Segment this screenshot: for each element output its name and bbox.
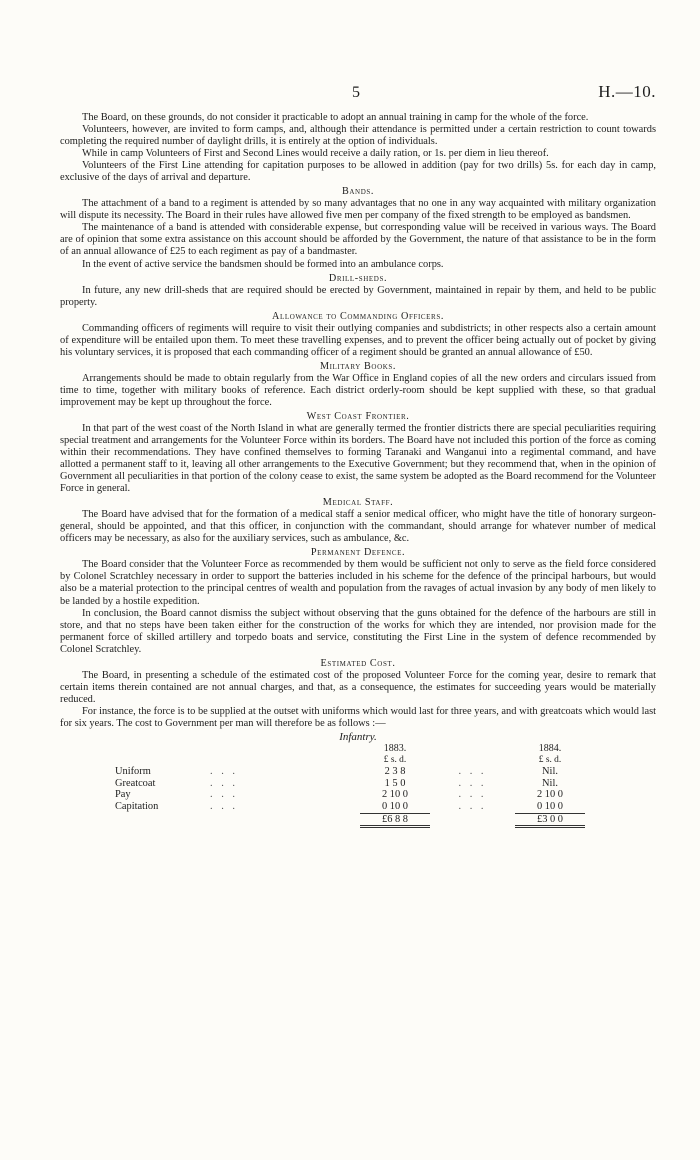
year-header-row <box>115 743 585 755</box>
table-row <box>115 789 585 801</box>
value-1883: 2 10 0 <box>382 789 408 801</box>
row-label: Capitation <box>115 801 159 813</box>
leader-dots: . . . <box>210 777 238 789</box>
paragraph: In the event of active service the bandsmen should be formed into an ambulance corps. <box>82 258 444 270</box>
paragraph: The maintenance of a band is attended with considerable expense, but corresponding value will be received in various ways. The Board are of opinion that some extra assistance on this account should be afforded by the Government, the nature of that assistance to be in the form of an annual allowance of £25 to each regiment as pay of a bandmaster. <box>60 222 656 258</box>
unit-1883: £ s. d. <box>383 754 407 765</box>
paragraph: The attachment of a band to a regiment is attended by so many advantages that no one in any way acquainted with military organization will dispute its necessity. The Board in their rules have allowed five men per company of the fixed strength to be employed as bandsmen. <box>60 198 656 222</box>
cost-table-title: Infantry. <box>339 730 377 743</box>
total-row <box>115 813 585 827</box>
value-1883: 2 3 8 <box>384 766 406 778</box>
unit-1884: £ s. d. <box>538 754 562 765</box>
section-heading: Medical Staff. <box>322 497 394 509</box>
value-1883: 0 10 0 <box>382 800 408 812</box>
leader-dots: . . . <box>458 789 487 801</box>
paragraph: In that part of the west coast of the North Island in what are generally termed the frontier districts there are special peculiarities requiring special treatment and arrangements for the Volunteer Force within its borders. The Board have not included this portion of the force as coming within their recommendations. They have confined themselves to forming Taranaki and Wanganui into a regimental command, and have allotted a permanent staff to it, leaving all other arrangements to the Executive Government; but they recommend that, when in the opinion of Government all peculiarities in that portion of the colony cease to exist, the same system be adopted as the Board recommend for the Volunteer Force in general. <box>60 422 656 495</box>
value-1884: Nil. <box>542 766 558 778</box>
section-heading: Military Books. <box>319 360 397 372</box>
year-1883: 1883. <box>383 742 407 754</box>
leader-dots: . . . <box>458 766 487 778</box>
table-row <box>115 778 585 790</box>
page-header <box>60 0 656 112</box>
table-row <box>115 766 585 778</box>
leader-dots: . . . <box>458 777 487 789</box>
cost-table <box>115 743 585 828</box>
body-text <box>60 112 656 730</box>
paragraph: The Board have advised that for the formation of a medical staff a senior medical officer, who might have the title of honorary surgeon-general, should be appointed, and that this officer, in conjunction with the commandant, should arrange for whatever number of medical officers may be necessary, as also for the auxiliary services, such as ambulance, &c. <box>60 509 656 545</box>
paragraph: The Board, in presenting a schedule of the estimated cost of the proposed Volunteer Force for the coming year, desire to remark that certain items therein contained are not annual charges, and that, as a consequence, the estimates for succeeding years would be materially reduced. <box>60 669 656 705</box>
page-number: 5 <box>352 84 360 101</box>
value-1883: 1 5 0 <box>384 777 406 789</box>
leader-dots: . . . <box>210 801 238 813</box>
section-heading: West Coast Frontier. <box>306 410 410 422</box>
spacer <box>430 813 515 827</box>
section-heading: Estimated Cost. <box>320 657 396 669</box>
spacer <box>210 813 360 827</box>
section-heading: Drill-sheds. <box>328 272 388 284</box>
leader-dots: . . . <box>210 789 238 801</box>
paragraph: Arrangements should be made to obtain regularly from the War Office in England copies of all the new orders and circulars issued from time to time, together with military books of reference. Each district orderly-room should be kept supplied with these, so that gradual improvement may be kept up throughout the force. <box>60 372 656 408</box>
row-label: Uniform <box>115 766 151 778</box>
spacer <box>115 813 210 827</box>
value-1884: 0 10 0 <box>537 800 563 812</box>
leader-dots: . . . <box>458 801 487 813</box>
row-label: Pay <box>115 789 131 801</box>
year-1884: 1884. <box>538 742 562 754</box>
paragraph: In future, any new drill-sheds that are required should be erected by Government, maintained in repair by them, and held to be public property. <box>60 284 656 308</box>
paragraph: The Board consider that the Volunteer Force as recommended by them would be sufficient not only to serve as the field force considered by Colonel Scratchley necessary in order to support the batteries included in his scheme for the defence of the principal harbours, but would also be a material protection to the principal centres of wealth and population from the ravages of actual invasion by any body of men likely to be landed by a hostile expedition. <box>60 559 656 607</box>
document-reference: H.—10. <box>598 82 656 101</box>
section-heading: Bands. <box>341 186 374 198</box>
paragraph: While in camp Volunteers of First and Second Lines would receive a daily ration, or 1s. per diem in lieu thereof. <box>82 148 549 160</box>
section-heading: Allowance to Commanding Officers. <box>272 310 444 322</box>
paragraph: Commanding officers of regiments will require to visit their outlying companies and subdistricts; in other respects also a certain amount of expenditure will be entailed upon them. To meet these travelling expenses, and to prevent the officer being actually out of pocket by giving his voluntary services, it is proposed that each commanding officer of a regiment should be granted an annual allowance of £50. <box>60 322 656 358</box>
paragraph: The Board, on these grounds, do not consider it practicable to adopt an annual training in camp for the whole of the force. <box>82 112 589 123</box>
paragraph: Volunteers, however, are invited to form camps, and, although their attendance is permitted under a certain restriction to count towards completing the required number of daylight drills, it is entirely at the option of individuals. <box>60 124 656 148</box>
section-heading: Permanent Defence. <box>310 547 406 559</box>
paragraph: For instance, the force is to be supplied at the outset with uniforms which would last for three years, and with greatcoats which would last for six years. The cost to Government per man will therefore be as follows :— <box>60 705 656 729</box>
row-label: Greatcoat <box>115 777 156 789</box>
paragraph: Volunteers of the First Line attending for capitation purposes to be allowed in addition (pay for two drills) 5s. for each day in camp, exclusive of the days of arrival and departure. <box>60 160 656 184</box>
paragraph: In conclusion, the Board cannot dismiss the subject without observing that the guns obtained for the defence of the harbours are still in store, and that no steps have been taken either for the construction of the works for which they are intended, nor provision made for the permanent force of skilled artillery and torpedo boats and service, constituting the First Line in the system of defence recommended by Colonel Scratchley. <box>60 607 656 655</box>
unit-header-row <box>115 755 585 767</box>
total-1884: £3 0 0 <box>515 813 585 827</box>
table-row <box>115 801 585 813</box>
value-1884: Nil. <box>542 777 558 789</box>
total-1883: £6 8 8 <box>360 813 430 827</box>
value-1884: 2 10 0 <box>537 789 563 801</box>
leader-dots: . . . <box>210 766 238 778</box>
